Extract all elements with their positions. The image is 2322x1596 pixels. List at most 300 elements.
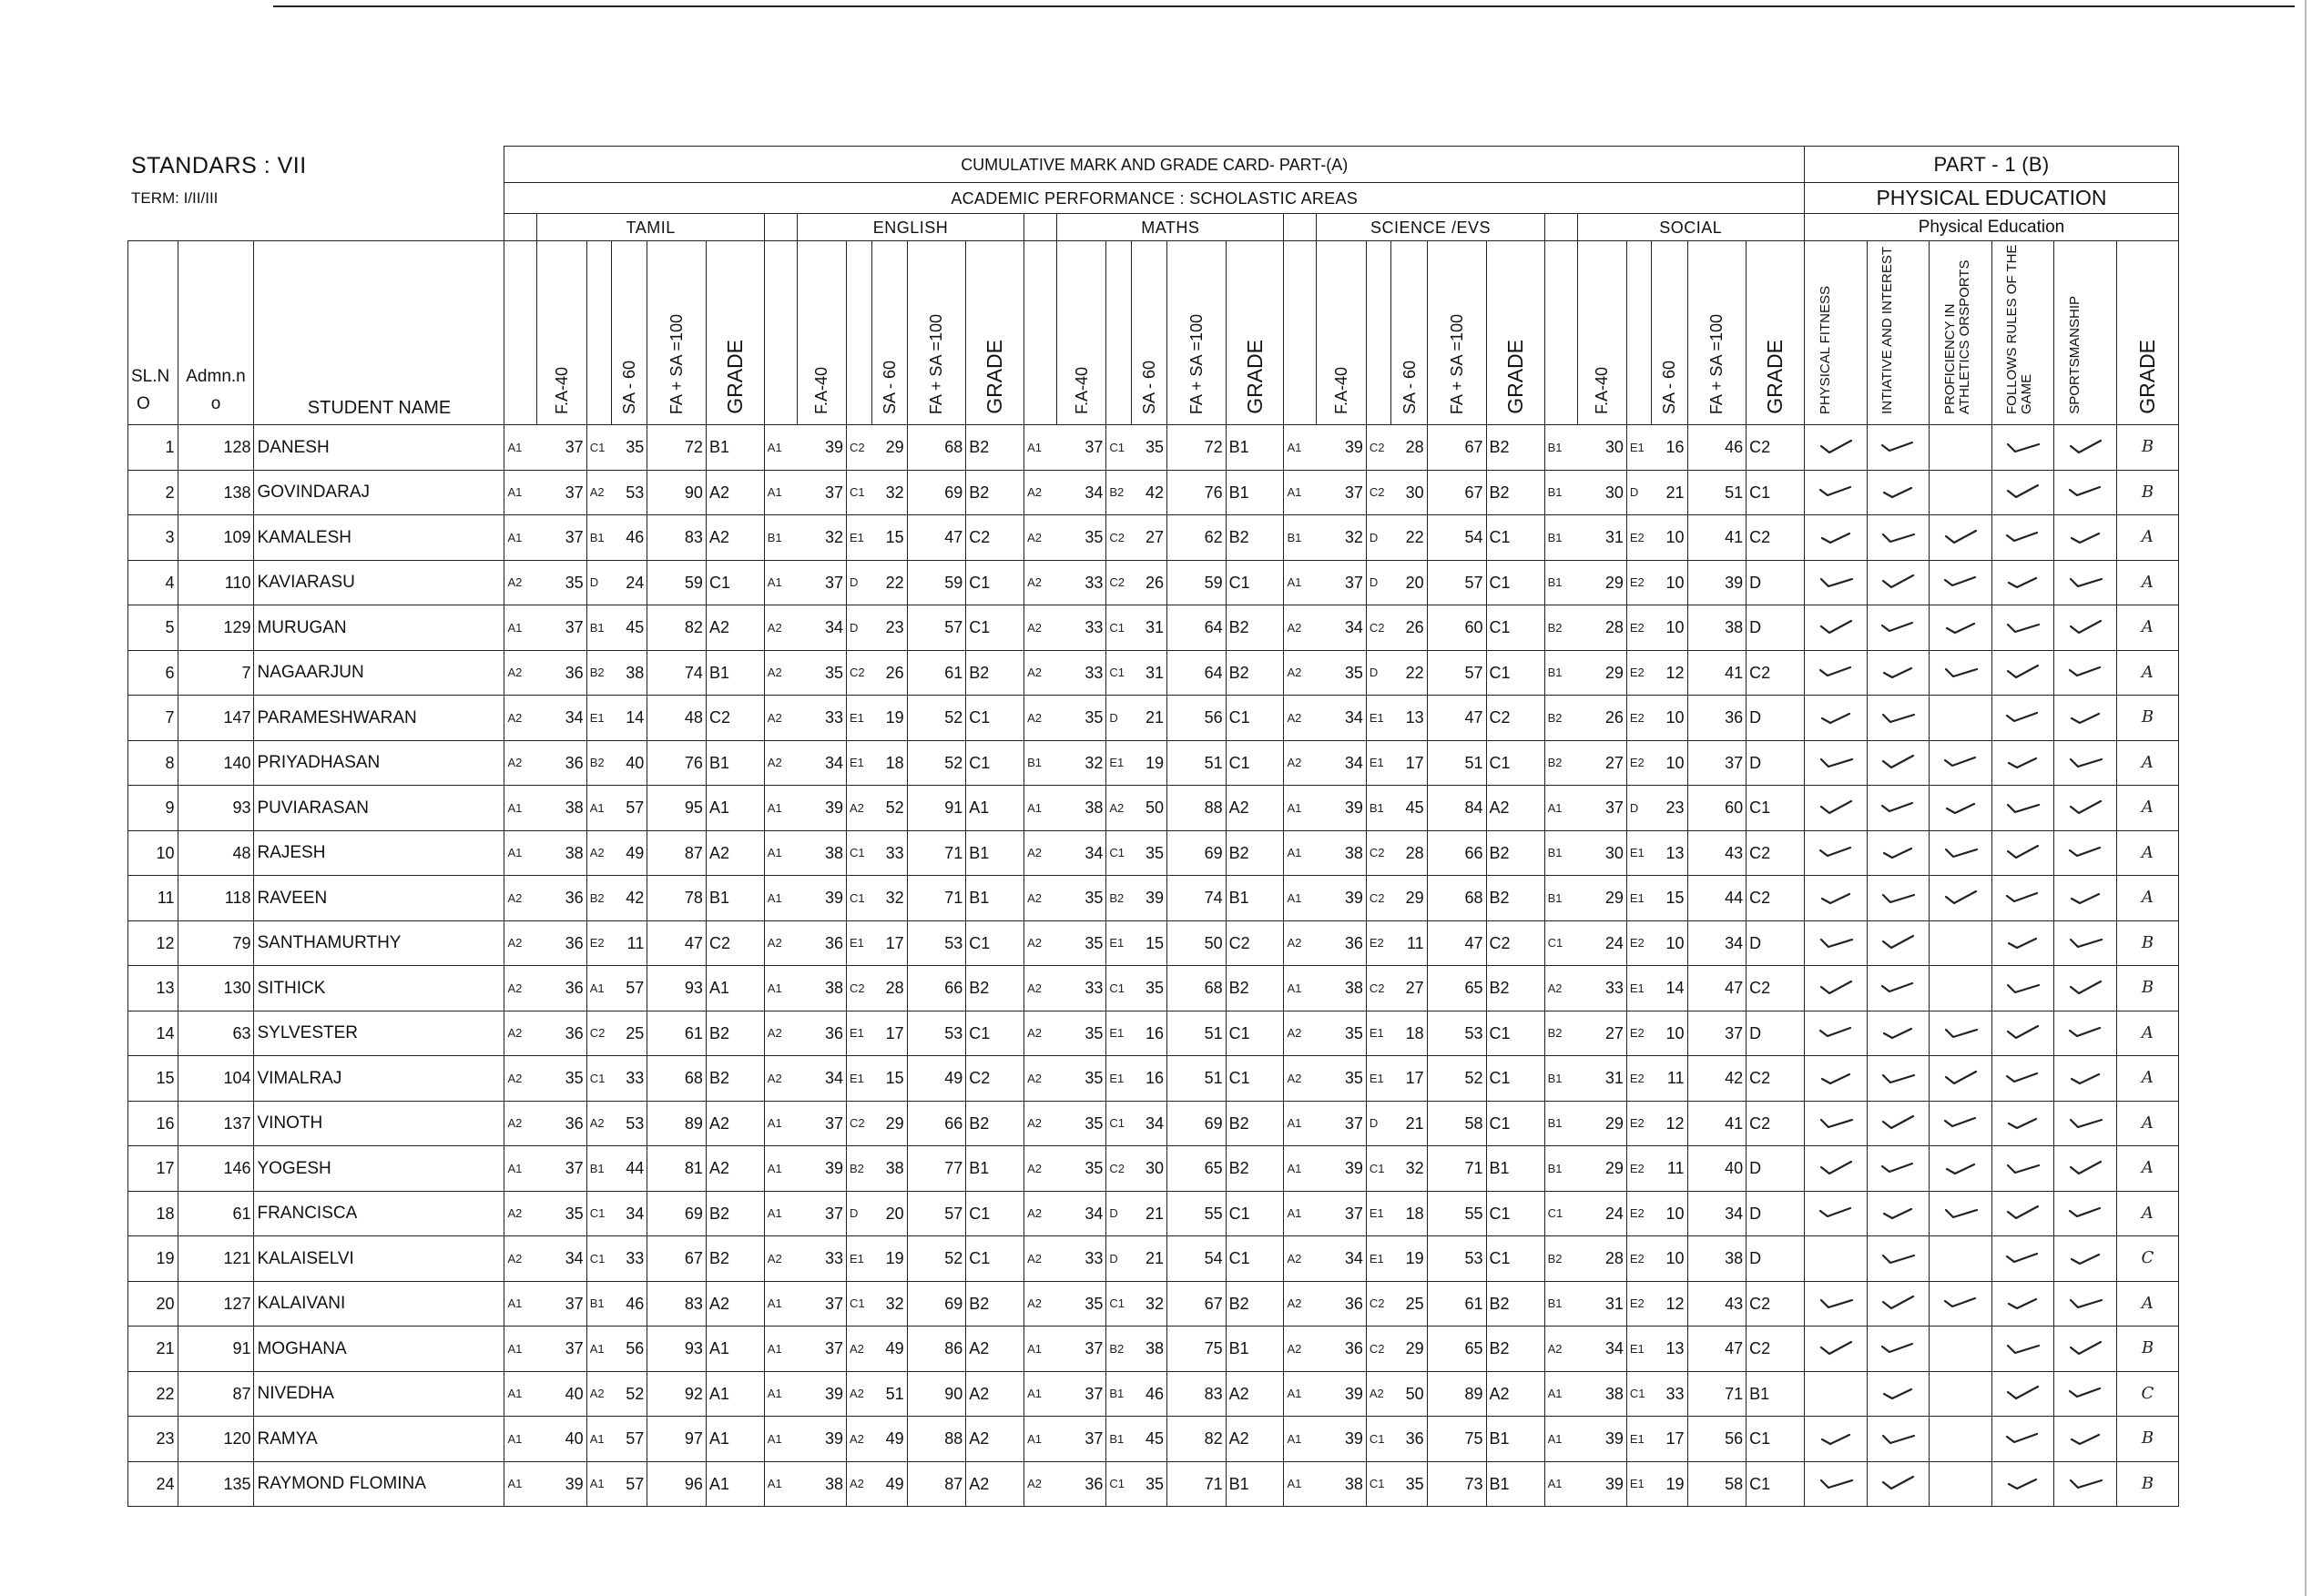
pe-grade-cell: A [2116,1281,2178,1327]
sa-grade-cell: B2 [586,650,612,696]
pe-check-cell [1991,966,2054,1011]
sa-mark-cell: 14 [1652,966,1687,1011]
student-name-cell: PRIYADHASAN [254,740,504,786]
student-name-cell: KALAIVANI [254,1281,504,1327]
total-mark-cell: 50 [1166,920,1226,966]
subject-grade-cell: C2 [1486,696,1544,741]
subject-grade-cell: D [1747,605,1805,651]
subject-grade-cell: D [1747,920,1805,966]
fa-mark-cell: 38 [1317,830,1366,876]
sa-grade-cell: B1 [586,1281,612,1327]
pe-check-cell [2054,1461,2117,1507]
fa-header-label: F.A-40 [1593,366,1612,414]
pe-check-cell [1930,1371,1992,1417]
check-mark-icon [1880,1338,1915,1357]
pe-check-cell [1930,1417,1992,1462]
fa-mark-cell: 37 [537,425,586,471]
sa-grade-cell: A1 [586,786,612,831]
sa-mark-cell: 13 [1391,696,1427,741]
fa-mark-cell: 39 [797,876,846,921]
sa-mark-cell: 12 [1652,1101,1687,1146]
subject-grade-cell: D [1747,560,1805,605]
slno-cell: 6 [128,650,178,696]
grade-header-label: GRADE [1502,340,1527,414]
total-mark-cell: 51 [1166,1056,1226,1102]
sa-grade-cell: C1 [847,830,872,876]
check-mark-icon [1818,752,1853,770]
total-mark-cell: 48 [647,696,707,741]
fa-grade-cell: A1 [1284,1371,1317,1417]
fa-grade-cell: B2 [1544,696,1577,741]
pe-check-cell [1867,1191,1930,1236]
check-mark-icon [1818,527,1853,545]
fa-grade-cell: A2 [764,696,797,741]
student-row [128,425,2179,471]
total-mark-cell: 64 [1166,605,1226,651]
total-mark-cell: 71 [1687,1371,1747,1417]
student-row [128,740,2179,786]
total-mark-cell: 71 [907,830,966,876]
fa-grade-cell: B1 [1024,740,1057,786]
sa-letter-header [1106,241,1132,425]
sa-mark-cell: 56 [612,1327,647,1372]
sa-grade-cell: C2 [847,1101,872,1146]
pe-check-cell [1991,470,2054,515]
student-row [128,786,2179,831]
sa-grade-cell: E2 [1626,1281,1652,1327]
subject-grade-cell: C2 [1747,830,1805,876]
sa-grade-cell: C1 [586,1191,612,1236]
subject-grade-cell: B1 [1226,425,1284,471]
pe-check-cell [1804,425,1867,471]
total-header-label: FA + SA =100 [667,313,687,414]
pe-check-cell [2054,966,2117,1011]
sa-grade-cell: E2 [1626,1011,1652,1056]
sa-mark-cell: 39 [1131,876,1166,921]
sa-grade-cell: C1 [1366,1417,1391,1462]
sa-mark-cell: 33 [612,1056,647,1102]
check-mark-icon [1943,617,1978,635]
fa-header [797,241,846,425]
sa-grade-cell: B2 [1106,876,1132,921]
fa-grade-cell: A1 [764,1461,797,1507]
check-mark-icon [1818,1293,1853,1311]
slno-cell: 18 [128,1191,178,1236]
check-mark-icon [2005,572,2040,590]
sa-mark-cell: 10 [1652,560,1687,605]
total-mark-cell: 76 [1166,470,1226,515]
fa-mark-cell: 35 [1057,1146,1106,1192]
check-mark-icon [1818,482,1853,500]
fa-mark-cell: 37 [1317,1191,1366,1236]
check-mark-icon [1943,662,1978,680]
subject-grade-cell: A2 [1226,786,1284,831]
student-row [128,830,2179,876]
fa-grade-cell: A2 [1024,1191,1057,1236]
pe-check-cell [1867,830,1930,876]
total-mark-cell: 53 [1427,1011,1486,1056]
sa-mark-cell: 10 [1652,1236,1687,1282]
slno-cell: 22 [128,1371,178,1417]
sa-grade-cell: C1 [1366,1461,1391,1507]
check-mark-icon [1880,572,1915,590]
total-mark-cell: 57 [1427,560,1486,605]
check-mark-icon [1943,1158,1978,1176]
check-mark-icon [1818,842,1853,860]
student-row [128,920,2179,966]
fa-mark-cell: 31 [1577,515,1626,561]
slno-cell: 20 [128,1281,178,1327]
pe-header-label: INTIATIVE AND INTEREST [1879,247,1896,414]
fa-mark-cell: 29 [1577,1101,1626,1146]
fa-mark-cell: 36 [797,920,846,966]
student-row [128,605,2179,651]
fa-mark-cell: 35 [537,560,586,605]
grade-header [1486,241,1544,425]
grade-header-label: GRADE [722,340,747,414]
fa-grade-cell: A2 [1284,740,1317,786]
sa-mark-cell: 17 [1652,1417,1687,1462]
sa-mark-cell: 14 [612,696,647,741]
fa-grade-cell: A1 [504,470,537,515]
sa-grade-cell: E1 [1366,696,1391,741]
total-mark-cell: 49 [907,1056,966,1102]
student-row [128,515,2179,561]
student-row [128,650,2179,696]
fa-mark-cell: 37 [1057,1371,1106,1417]
check-mark-icon [2068,888,2103,906]
fa-grade-cell: B2 [1544,1011,1577,1056]
check-mark-icon [2068,1473,2103,1491]
fa-grade-cell: A1 [504,1146,537,1192]
fa-mark-cell: 36 [537,1101,586,1146]
total-mark-cell: 47 [1427,920,1486,966]
sa-mark-cell: 18 [1391,1191,1427,1236]
sa-mark-cell: 11 [612,920,647,966]
fa-grade-cell: A1 [764,1281,797,1327]
student-name-cell: MOGHANA [254,1327,504,1372]
pe-check-cell [2054,740,2117,786]
sa-mark-cell: 25 [1391,1281,1427,1327]
subject-grade-cell: B1 [966,1146,1024,1192]
check-mark-icon [2068,527,2103,545]
fa-grade-cell: A2 [504,696,537,741]
pe-check-cell [1804,740,1867,786]
fa-grade-cell: A1 [764,1191,797,1236]
total-mark-cell: 67 [647,1236,707,1282]
fa-mark-cell: 39 [797,1146,846,1192]
fa-mark-cell: 36 [1317,920,1366,966]
fa-mark-cell: 35 [1057,920,1106,966]
sa-grade-cell: A2 [847,1327,872,1372]
total-mark-cell: 88 [1166,786,1226,831]
pe-check-cell [1991,920,2054,966]
sa-mark-cell: 22 [1391,650,1427,696]
fa-grade-cell: A1 [1024,425,1057,471]
slno-cell: 17 [128,1146,178,1192]
fa-mark-cell: 31 [1577,1281,1626,1327]
pe-check-cell [1867,1417,1930,1462]
total-mark-cell: 89 [647,1101,707,1146]
fa-grade-cell: A2 [504,1056,537,1102]
sa-mark-cell: 36 [1391,1417,1427,1462]
admn-cell: 127 [178,1281,254,1327]
student-name-cell: VINOTH [254,1101,504,1146]
total-mark-cell: 54 [1427,515,1486,561]
student-name-cell: MURUGAN [254,605,504,651]
slno-cell: 7 [128,696,178,741]
fa-mark-cell: 33 [1057,650,1106,696]
fa-mark-cell: 36 [537,650,586,696]
pe-check-cell [1930,605,1992,651]
subject-grade-cell: D [1747,740,1805,786]
total-header [1687,241,1747,425]
check-mark-icon [1818,1338,1853,1357]
top-rule [273,5,2295,7]
fa-grade-cell: B1 [1544,830,1577,876]
total-mark-cell: 65 [1166,1146,1226,1192]
fa-grade-cell: A1 [1284,470,1317,515]
fa-mark-cell: 37 [797,560,846,605]
total-mark-cell: 66 [1427,830,1486,876]
sa-mark-cell: 12 [1652,650,1687,696]
fa-mark-cell: 38 [797,966,846,1011]
fa-grade-cell: A1 [764,1417,797,1462]
fa-mark-cell: 35 [797,650,846,696]
sa-mark-cell: 32 [1131,1281,1166,1327]
fa-mark-cell: 35 [1057,1101,1106,1146]
sa-grade-cell: C2 [1366,470,1391,515]
fa-mark-cell: 30 [1577,425,1626,471]
sa-mark-cell: 42 [1131,470,1166,515]
pe-check-cell [1867,876,1930,921]
sa-mark-cell: 19 [1652,1461,1687,1507]
sa-grade-cell: C1 [1106,1461,1132,1507]
pe-check-cell [1804,605,1867,651]
check-mark-icon [2005,662,2040,680]
total-mark-cell: 72 [647,425,707,471]
check-mark-icon [2005,1383,2040,1401]
total-mark-cell: 72 [1166,425,1226,471]
sa-mark-cell: 53 [612,1101,647,1146]
fa-grade-cell: A2 [1024,1011,1057,1056]
sa-mark-cell: 35 [1131,425,1166,471]
check-mark-icon [1818,1473,1853,1491]
total-mark-cell: 41 [1687,515,1747,561]
fa-grade-cell: B1 [1544,1281,1577,1327]
total-mark-cell: 41 [1687,1101,1747,1146]
sa-mark-cell: 12 [1652,1281,1687,1327]
sa-mark-cell: 46 [1131,1371,1166,1417]
sa-mark-cell: 10 [1652,605,1687,651]
student-name-cell: DANESH [254,425,504,471]
pe-header-label: PROFICIENCY IN ATHLETICS ORSPORTS [1941,259,1972,414]
admn-header [178,241,254,425]
fa-mark-cell: 37 [537,470,586,515]
admn-cell: 146 [178,1146,254,1192]
sa-grade-cell: C2 [847,650,872,696]
subject-grade-cell: A1 [706,1371,764,1417]
sa-mark-cell: 21 [1391,1101,1427,1146]
sa-grade-cell: E1 [1366,1011,1391,1056]
admn-cell: 79 [178,920,254,966]
subject-grade-cell: A2 [706,1146,764,1192]
sa-grade-cell: C2 [1366,1281,1391,1327]
total-mark-cell: 57 [907,605,966,651]
fa-mark-cell: 37 [1057,1327,1106,1372]
fa-grade-cell: A2 [1024,876,1057,921]
fa-grade-cell: A1 [504,425,537,471]
check-mark-icon [2005,617,2040,635]
check-mark-icon [2005,888,2040,906]
fa-grade-cell: A1 [764,786,797,831]
pe-check-cell [1930,425,1992,471]
check-mark-icon [2005,1203,2040,1221]
name-header [254,241,504,425]
subject-grade-cell: B1 [1486,1146,1544,1192]
pe-grade-cell: B [2116,470,2178,515]
sa-mark-cell: 15 [871,515,907,561]
total-mark-cell: 47 [1427,696,1486,741]
check-mark-icon [1943,888,1978,906]
marks-table [127,146,2179,1507]
fa-mark-cell: 39 [1577,1417,1626,1462]
sa-mark-cell: 15 [1652,876,1687,921]
fa-mark-cell: 34 [1057,1191,1106,1236]
check-mark-icon [2068,617,2103,635]
fa-mark-cell: 33 [797,696,846,741]
sa-mark-cell: 10 [1652,1011,1687,1056]
pe-header-5 [2116,241,2178,425]
sa-header [612,241,647,425]
student-name-cell: SANTHAMURTHY [254,920,504,966]
subject-grade-cell: A2 [1226,1371,1284,1417]
total-mark-cell: 90 [907,1371,966,1417]
fa-grade-cell: A2 [764,650,797,696]
subject-gap [1284,241,1317,425]
pe-grade-cell: B [2116,696,2178,741]
sa-grade-cell: E1 [1366,1056,1391,1102]
total-mark-cell: 75 [1427,1417,1486,1462]
sa-mark-cell: 44 [612,1146,647,1192]
sa-mark-cell: 32 [1391,1146,1427,1192]
total-mark-cell: 43 [1687,1281,1747,1327]
student-name-cell: RAJESH [254,830,504,876]
sa-header-label: SA - 60 [1139,360,1158,414]
subject-header-english: ENGLISH [797,214,1024,241]
subject-grade-cell: C1 [966,1191,1024,1236]
pe-grade-cell: A [2116,1191,2178,1236]
sa-grade-cell: E1 [1626,876,1652,921]
sa-header [1391,241,1427,425]
total-mark-cell: 96 [647,1461,707,1507]
fa-mark-cell: 29 [1577,876,1626,921]
fa-mark-cell: 39 [797,425,846,471]
pe-header-4 [2054,241,2117,425]
subject-grade-cell: B2 [706,1011,764,1056]
sa-grade-cell: E1 [1626,966,1652,1011]
fa-mark-cell: 39 [797,1417,846,1462]
total-mark-cell: 37 [1687,1011,1747,1056]
check-mark-icon [2005,707,2040,726]
total-mark-cell: 52 [907,740,966,786]
sa-mark-cell: 13 [1652,830,1687,876]
sa-grade-cell: E1 [1626,425,1652,471]
sa-grade-cell: A2 [1106,786,1132,831]
total-mark-cell: 69 [907,1281,966,1327]
sa-mark-cell: 38 [871,1146,907,1192]
fa-mark-cell: 39 [797,786,846,831]
fa-mark-cell: 34 [1317,740,1366,786]
sa-grade-cell: E2 [1626,740,1652,786]
subject-grade-cell: C2 [1747,650,1805,696]
sa-mark-cell: 35 [612,425,647,471]
fa-mark-cell: 36 [537,1011,586,1056]
sa-mark-cell: 10 [1652,1191,1687,1236]
total-header-label: FA + SA =100 [1707,313,1726,414]
check-mark-icon [1880,1113,1915,1131]
sa-grade-cell: C1 [1626,1371,1652,1417]
fa-mark-cell: 37 [1317,560,1366,605]
fa-mark-cell: 34 [1057,470,1106,515]
subject-grade-cell: A1 [706,1417,764,1462]
sa-grade-cell: C1 [847,1281,872,1327]
fa-grade-cell: A1 [504,1371,537,1417]
sa-mark-cell: 29 [871,1101,907,1146]
subject-grade-cell: C2 [1747,1056,1805,1102]
pe-check-cell [1991,1281,2054,1327]
subject-gap [504,241,537,425]
sa-grade-cell: B1 [586,515,612,561]
check-mark-icon [1818,1158,1853,1176]
sa-grade-cell: D [1366,1101,1391,1146]
fa-mark-cell: 37 [537,515,586,561]
total-mark-cell: 47 [647,920,707,966]
grade-header [1226,241,1284,425]
fa-mark-cell: 32 [797,515,846,561]
sa-mark-cell: 33 [871,830,907,876]
pe-check-cell [2054,1011,2117,1056]
fa-header [1317,241,1366,425]
total-mark-cell: 74 [1166,876,1226,921]
sa-mark-cell: 21 [1131,696,1166,741]
pe-check-cell [1991,1236,2054,1282]
subject-grade-cell: C1 [1486,1236,1544,1282]
pe-check-cell [1991,560,2054,605]
slno-cell: 19 [128,1236,178,1282]
slno-cell: 16 [128,1101,178,1146]
fa-mark-cell: 34 [1057,830,1106,876]
subject-grade-cell: C1 [1486,515,1544,561]
pe-check-cell [1804,1146,1867,1192]
total-mark-cell: 51 [1166,740,1226,786]
subject-grade-cell: B2 [1226,1281,1284,1327]
sa-grade-cell: E1 [1106,740,1132,786]
fa-mark-cell: 31 [1577,1056,1626,1102]
sa-grade-cell: E1 [1626,830,1652,876]
student-row [128,876,2179,921]
total-mark-cell: 58 [1687,1461,1747,1507]
fa-grade-cell: A2 [1024,605,1057,651]
sa-grade-cell: D [847,560,872,605]
pe-header-1 [1867,241,1930,425]
pe-grade-cell: B [2116,966,2178,1011]
total-mark-cell: 56 [1166,696,1226,741]
check-mark-icon [2068,437,2103,455]
total-mark-cell: 71 [907,876,966,921]
total-mark-cell: 81 [647,1146,707,1192]
sa-grade-cell: C1 [1106,830,1132,876]
